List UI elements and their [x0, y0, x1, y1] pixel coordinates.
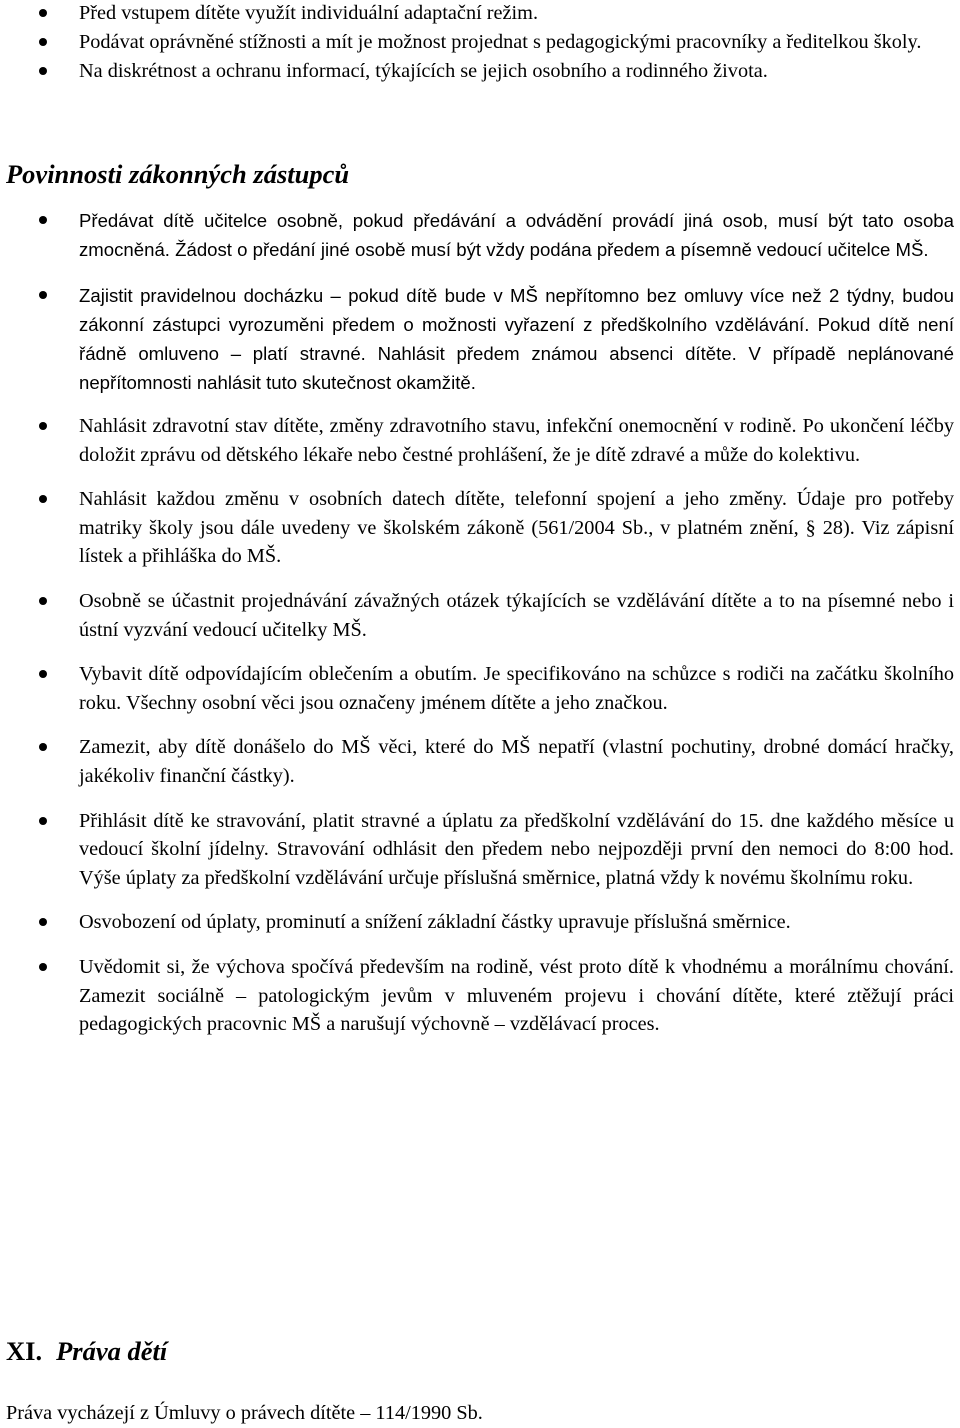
list-item-text: Zajistit pravidelnou docházku – pokud dítě bude v MŠ nepřítomno bez omluvy více než 2 týdny, budou zákonní zástupci vyrozuměni předem o možnosti vyřazení z předškolního vzdělávání. Pokud dítě není řádně omluveno – platí stravné. Nahlásit předem známou absenci dítěte. V případě neplánované nepřítomnosti nahlásit tuto skutečnost okamžitě. [79, 285, 954, 393]
bullet-icon [39, 963, 47, 971]
list-item-text: Osobně se účastnit projednávání závažných otázek týkajících se vzdělávání dítěte a to na písemné nebo i ústní vyzvání vedoucí učitelky MŠ. [79, 589, 954, 641]
list-item [0, 281, 960, 397]
section-name: Práva dětí [56, 1336, 168, 1366]
list-item-text: Osvobození od úplaty, prominutí a snížení základní částky upravuje příslušná směrnice. [79, 911, 791, 934]
list-item [0, 0, 960, 27]
bullet-icon [39, 67, 47, 75]
bullet-icon [39, 817, 47, 825]
list-item-text: Uvědomit si, že výchova spočívá především na rodině, vést proto dítě k vhodnému a morálnímu chování. Zamezit sociálně – patologickým jevům v mluveném projevu i chování dítěte, které ztěžují práci pedagogických pracovnic MŠ a narušují výchovně – vzdělávací proces. [79, 955, 954, 1036]
bullet-icon [39, 291, 47, 299]
bullet-icon [39, 9, 47, 17]
list-item [0, 57, 960, 85]
list-item [0, 660, 960, 717]
list-item-text: Na diskrétnost a ochranu informací, týkajících se jejich osobního a rodinného života. [79, 60, 768, 82]
list-item-text: Nahlásit zdravotní stav dítěte, změny zdravotního stavu, infekční onemocnění v rodině. Po ukončení léčby doložit zprávu od dětského lékaře nebo čestné prohlášení, že je dítě zdravé a může do kolektivu. [79, 415, 954, 466]
list-item-text: Podávat oprávněné stížnosti a mít je možnost projednat s pedagogickými pracovníky a ředitelkou školy. [79, 31, 922, 53]
bullet-icon [39, 495, 47, 503]
list-item-text: Nahlásit každou změnu v osobních datech dítěte, telefonní spojení a jeho změny. Údaje pro potřeby matriky školy jsou dále uvedeny ve školském zákoně (561/2004 Sb., v platném znění, § 28). Viz zápisní lístek a přihláška do MŠ. [79, 488, 954, 568]
section-number: XI. [6, 1336, 43, 1366]
list-item [0, 807, 960, 893]
list-item [0, 908, 960, 937]
list-item [0, 485, 960, 571]
bullet-icon [39, 38, 47, 46]
bullet-icon [39, 670, 47, 678]
bullet-icon [39, 918, 47, 926]
list-item-text: Předávat dítě učitelce osobně, pokud předávání a odvádění provádí jiná osob, musí být tato osoba zmocněná. Žádost o předání jiné osobě musí být vždy podána předem a písemně vedoucí učitelce MŠ. [79, 210, 954, 260]
bullet-icon [39, 743, 47, 751]
section-title [6, 1336, 167, 1367]
list-item [0, 733, 960, 790]
list-item [0, 28, 960, 56]
list-item-text: Před vstupem dítěte využít individuální adaptační režim. [79, 2, 539, 24]
bullet-icon [39, 216, 47, 224]
list-item-text: Vybavit dítě odpovídajícím oblečením a obutím. Je specifikováno na schůzce s rodiči na začátku školního roku. Všechny osobní věci jsou označeny jménem dítěte a jeho značkou. [79, 663, 954, 714]
section-intro-text: Práva vycházejí z Úmluvy o právech dítěte – 114/1990 Sb. [6, 1402, 483, 1424]
list-item [0, 206, 960, 264]
list-item [0, 587, 960, 644]
duties-heading: Povinnosti zákonných zástupců [6, 159, 350, 189]
bullet-icon [39, 422, 47, 430]
list-item-text: Zamezit, aby dítě donášelo do MŠ věci, které do MŠ nepatří (vlastní pochutiny, drobné domácí hračky, jakékoliv finanční částky). [79, 736, 954, 787]
list-item-text: Přihlásit dítě ke stravování, platit stravné a úplatu za předškolní vzdělávání do 15. dne každého měsíce u vedoucí školní jídelny. Stravování odhlásit den předem nebo nejpozději první den nemoci do 8:00 hod. Výše úplaty za předškolní vzdělávání určuje příslušná směrnice, platná vždy k novému školnímu roku. [79, 809, 954, 889]
list-item [0, 412, 960, 469]
duties-list [0, 206, 960, 1039]
list-item [0, 953, 960, 1039]
intro-list [0, 0, 960, 85]
bullet-icon [39, 597, 47, 605]
